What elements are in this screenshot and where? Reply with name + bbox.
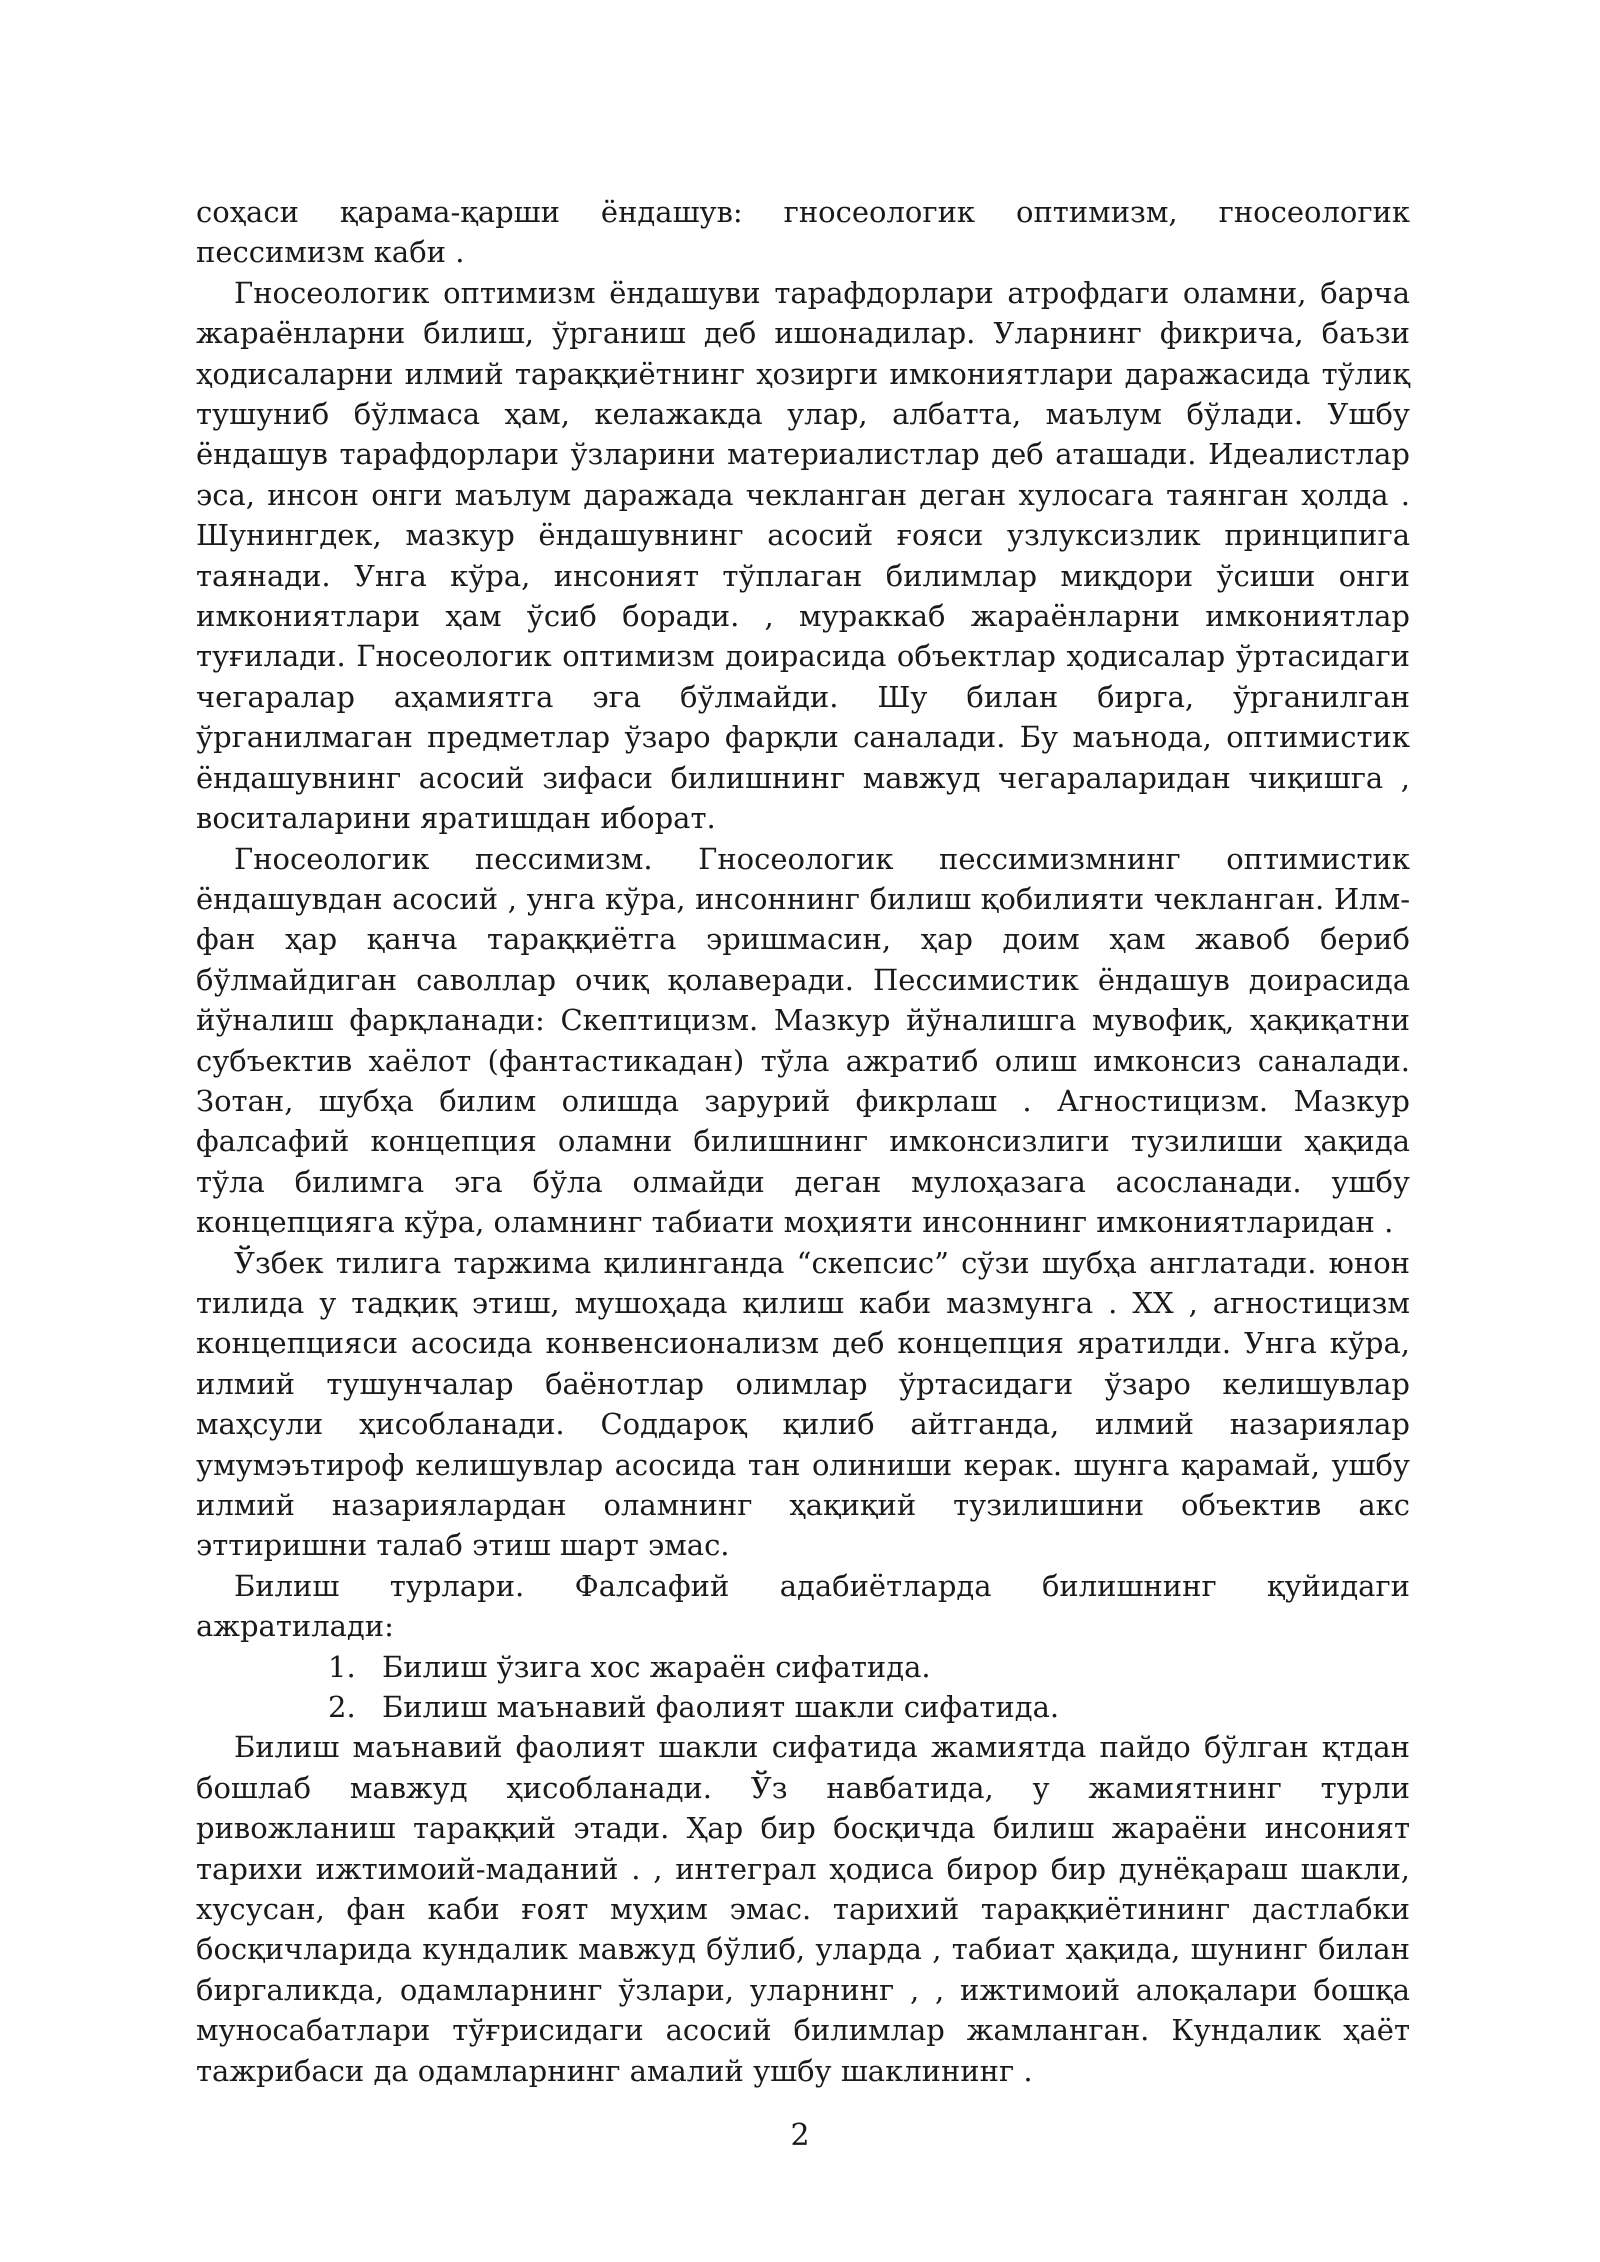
list-item-number: 2.	[328, 1690, 356, 1725]
paragraph-skepsis: Ўзбек тилига таржима қилинганда “скепсис” сўзи шубҳа англатади. юнон тилида у тадқиқ этиш, мушоҳада қилиш каби мазмунга . XX , агностицизм концепцияси асосида конвенсионализм деб концепция яратилди. Унга кўра, илмий тушунчалар баёнотлар олимлар ўртасидаги ўзаро келишувлар маҳсули ҳисобланади. Соддароқ қилиб айтганда, илмий назариялар умумэътироф келишувлар асосида тан олиниши керак. шунга қарамай, ушбу илмий назариялардан оламнинг ҳақиқий тузилишини объектив акс эттиришни талаб этиш шарт эмас.	[196, 1245, 1410, 1563]
list-item-text: Билиш ўзига хос жараён сифатида.	[382, 1649, 931, 1684]
paragraph-continuation: соҳаси қарама-қарши ёндашув: гносеологик оптимизм, гносеологик пессимизм каби .	[196, 195, 1410, 270]
list-item-text: Билиш маънавий фаолият шакли сифатида.	[382, 1690, 1060, 1725]
paragraph-spiritual-activity: Билиш маънавий фаолият шакли сифатида жамиятда пайдо бўлган қтдан бошлаб мавжуд ҳисобланади. Ўз навбатида, у жамиятнинг турли ривожланиш тараққий этади. Ҳар бир босқичда билиш жараёни инсоният тарихи ижтимоий-маданий . , интеграл ҳодиса бирор бир дунёқараш шакли, хусусан, фан каби ғоят муҳим эмас. тарихий тараққиётининг дастлабки босқичларида кундалик мавжуд бўлиб, уларда , табиат ҳақида, шунинг билан биргаликда, одамларнинг ўзлари, уларнинг , , ижтимоий алоқалари бошқа муносабатлари тўғрисидаги асосий билимлар жамланган. Кундалик ҳаёт тажрибаси да одамларнинг амалий ушбу шаклининг .	[196, 1730, 1410, 2088]
paragraph-types-intro: Билиш турлари. Фалсафий адабиётларда билишнинг қуйидаги ажратилади:	[196, 1568, 1410, 1644]
list-item-number: 1.	[328, 1649, 356, 1684]
body-text	[196, 192, 1410, 2091]
paragraph-pessimism: Гносеологик пессимизм. Гносеологик пессимизмнинг оптимистик ёндашувдан асосий , унга кўра, инсоннинг билиш қобилияти чекланган. Илм-фан ҳар қанча тараққиётга эришмасин, ҳар доим ҳам жавоб бериб бўлмайдиган саволлар очиқ қолаверади. Пессимистик ёндашув доирасида йўналиш фарқланади: Скептицизм. Мазкур йўналишга мувофиқ, ҳақиқатни субъектив хаёлот (фантастикадан) тўла ажратиб олиш имконсиз саналади. Зотан, шубҳа билим олишда зарурий фикрлаш . Агностицизм. Мазкур фалсафий концепция оламни билишнинг имконсизлиги тузилиши ҳақида тўла билимга эга бўла олмайди деган мулоҳазага асосланади. ушбу концепцияга кўра, оламнинг табиати моҳияти инсоннинг имкониятларидан .	[196, 841, 1410, 1240]
list-item	[196, 1687, 1410, 1727]
list-item	[196, 1647, 1410, 1687]
paragraph-optimism: Гносеологик оптимизм ёндашуви тарафдорлари атрофдаги оламни, барча жараёнларни билиш, ўрганиш деб ишонадилар. Уларнинг фикрича, баъзи ҳодисаларни илмий тараққиётнинг ҳозирги имкониятлари даражасида тўлиқ тушуниб бўлмаса ҳам, келажакда улар, албатта, маълум бўлади. Ушбу ёндашув тарафдорлари ўзларини материалистлар деб аташади. Идеалистлар эса, инсон онги маълум даражада чекланган деган хулосага таянган ҳолда . Шунингдек, мазкур ёндашувнинг асосий ғояси узлуксизлик принципига таянади. Унга кўра, инсоният тўплаган билимлар миқдори ўсиши онги имкониятлари ҳам ўсиб боради. , мураккаб жараёнларни имкониятлар туғилади. Гносеологик оптимизм доирасида объектлар ҳодисалар ўртасидаги чегаралар аҳамиятга эга бўлмайди. Шу билан бирга, ўрганилган ўрганилмаган предметлар ўзаро фарқли саналади. Бу маънода, оптимистик ёндашувнинг асосий зифаси билишнинг мавжуд чегараларидан чиқишга , воситаларини яратишдан иборат.	[196, 275, 1410, 836]
page-number: 2	[790, 2118, 810, 2153]
